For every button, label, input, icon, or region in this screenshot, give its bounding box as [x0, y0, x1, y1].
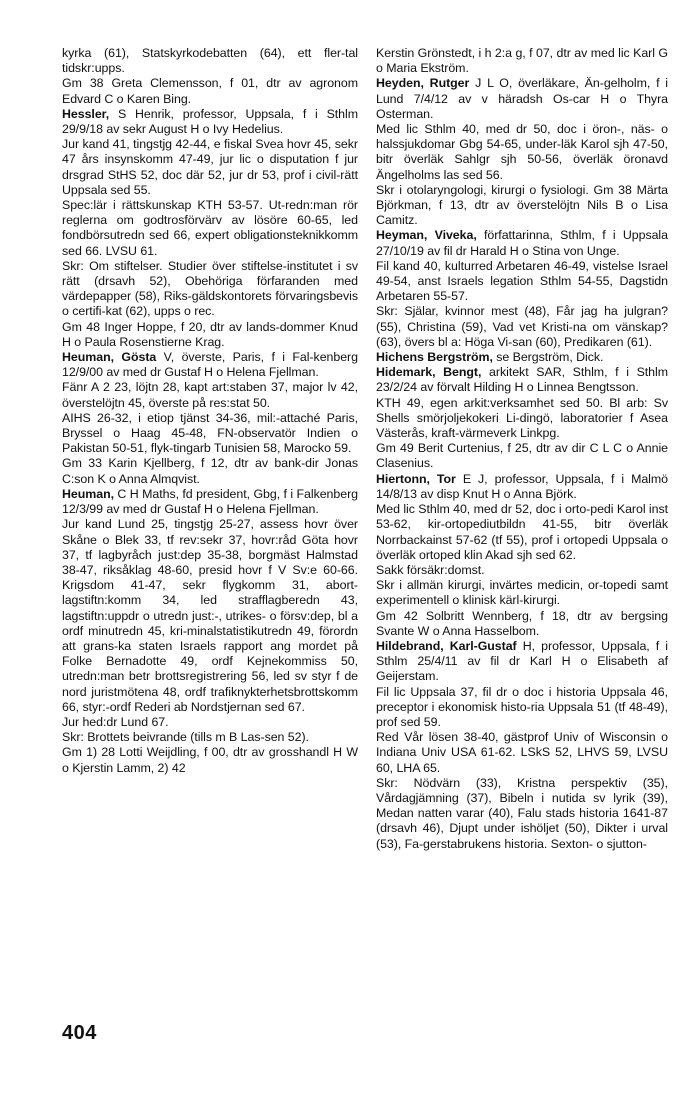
biography-paragraph: [376, 259, 668, 305]
biography-paragraph: [376, 776, 668, 852]
biography-paragraph: [62, 320, 358, 350]
biography-entry: [62, 350, 358, 380]
right-column: [376, 46, 668, 852]
entry-text: Med lic Sthlm 40, med dr 50, doc i öron-, näs- o halssjukdomar Gbg 54-65, under-läk Karol sjh 47-50, bitr överläk Sahlgr sjh 50-56, överläk öronavd Ängelholms las sed 56.: [376, 122, 668, 182]
entry-text: Jur hed:dr Lund 67.: [62, 714, 169, 729]
biography-paragraph: [376, 46, 668, 76]
biography-paragraph: [62, 517, 358, 715]
biography-entry: [376, 472, 668, 502]
biography-paragraph: [62, 76, 358, 106]
biography-paragraph: [376, 122, 668, 183]
biography-entry: [376, 228, 668, 258]
entry-text: S Henrik, professor, Uppsala, f i Sthlm 29/9/18 av sekr August H o Ivy Hedelius.: [62, 106, 358, 137]
biography-entry: [376, 350, 668, 365]
entry-headword: Heuman,: [62, 486, 114, 501]
biography-paragraph: [62, 456, 358, 486]
biography-paragraph: [62, 259, 358, 320]
biography-entry: [376, 639, 668, 685]
entry-text: se Bergström, Dick.: [492, 350, 604, 365]
entry-text: Kerstin Grönstedt, i h 2:a g, f 07, dtr av med lic Karl G o Maria Ekström.: [376, 46, 668, 76]
biography-paragraph: [62, 198, 358, 259]
entry-text: E J, professor, Uppsala, f i Malmö 14/8/13 av disp Knut H o Anna Björk.: [376, 471, 669, 501]
biography-paragraph: [62, 137, 358, 198]
entry-text: Skr: Nödvärn (33), Kristna perspektiv (35), Vårdagjämning (37), Bibeln i nutida sv lyrik (39), Medan natten varar (40), Falu stads historia 1641-87 (drsavh 46), Djupt under ishöljet (50), Dikter i urval (53), Fa-gerstabrukens historia. Sexton- o sjutton-: [376, 775, 668, 851]
biography-entry: [376, 365, 668, 395]
entry-headword: Heuman, Gösta: [62, 350, 157, 365]
entry-text: arkitekt SAR, Sthlm, f i Sthlm 23/2/24 av förvalt Hilding H o Linnea Bengtsson.: [376, 365, 668, 395]
entry-text: Gm 38 Greta Clemensson, f 01, dtr av agronom Edvard C o Karen Bing.: [62, 76, 358, 106]
entry-text: Fil kand 40, kulturred Arbetaren 46-49, vistelse Israel 49-54, anst Israels legation Sthlm 54-55, Dagstidn Arbetaren 55-57.: [376, 258, 668, 304]
biography-paragraph: [376, 730, 668, 776]
entry-text: Gm 42 Solbritt Wennberg, f 18, dtr av bergsing Svante W o Anna Hasselbom.: [376, 608, 668, 638]
entry-headword: Hichens Bergström,: [376, 350, 493, 365]
biography-paragraph: [62, 730, 358, 745]
entry-headword: Hidemark, Bengt,: [376, 365, 482, 380]
biography-entry: [62, 487, 358, 517]
biography-paragraph: [376, 563, 668, 578]
entry-text: Skr: Själar, kvinnor mest (48), Får jag ha julgran? (55), Christina (59), Vad vet Kristi-na om vänskap? (63), övers bl a: Höga Vi-san (60), Predikaren (61).: [376, 304, 668, 349]
entry-headword: Heyden, Rutger: [376, 76, 470, 91]
entry-text: V, överste, Paris, f i Fal-kenberg 12/9/00 av med dr Gustaf H o Helena Fjellman.: [62, 350, 358, 380]
entry-text: Spec:lär i rättskunskap KTH 53-57. Ut-redn:man rör reglerna om godtrosförvärv av lösöre 60-65, led fondbörsutredn sed 66, expert obligationsteknikkomm sed 66. LVSU 61.: [62, 198, 358, 258]
biography-paragraph: [376, 396, 668, 442]
left-column: [62, 46, 358, 776]
entry-text: Gm 48 Inger Hoppe, f 20, dtr av lands-dommer Knud H o Paula Rosenstierne Krag.: [62, 319, 358, 349]
entry-headword: Hessler,: [62, 106, 110, 121]
entry-headword: Hiertonn, Tor: [376, 471, 456, 486]
entry-text: C H Maths, fd president, Gbg, f i Falkenberg 12/3/99 av med dr Gustaf H o Helena Fjellman.: [62, 486, 358, 517]
biography-paragraph: [62, 715, 358, 730]
biography-paragraph: [62, 46, 358, 76]
entry-text: Skr i allmän kirurgi, invärtes medicin, or-topedi samt experimentell o klinisk kärl-kirurgi.: [376, 578, 668, 608]
entry-headword: Heyman, Viveka,: [376, 228, 477, 243]
biography-entry: [376, 76, 668, 122]
entry-text: Med lic Sthlm 40, med dr 52, doc i orto-pedi Karol inst 53-62, kir-ortopediutbildn 41-55, bitr överläk Norrbackainst 57-62 (tf 55), prof i ortopedi Uppsala o överläk ortoped klin Akad sjh sed 62.: [376, 502, 669, 562]
entry-text: H, professor, Uppsala, f i Sthlm 25/4/11 av fil dr Karl H o Elisabeth af Geijerstam.: [376, 638, 668, 684]
entry-headword: Hildebrand, Karl-Gustaf: [376, 638, 517, 653]
entry-text: Skr: Om stiftelser. Studier över stiftelse-institutet i sv rätt (drsavh 52), Obehöriga förfaranden med värdepapper (58), Riks-gäldskontorets förvaringsbevis o certifi-kat (62), upps o rec.: [62, 258, 358, 319]
entry-text: Gm 49 Berit Curtenius, f 25, dtr av dir C L C o Annie Clasenius.: [376, 441, 668, 471]
entry-text: Fänr A 2 23, löjtn 28, kapt art:staben 37, major lv 42, överstelöjtn 45, överste på res:stat 50.: [62, 380, 358, 410]
entry-text: AIHS 26-32, i etiop tjänst 34-36, mil:-attaché Paris, Bryssel o Haag 45-48, FN-observatör Indien o Pakistan 50-51, flyk-tingarb Tunisien 58, Marocko 59.: [62, 410, 358, 456]
entry-text: Sakk försäkr:domst.: [376, 562, 485, 577]
entry-text: författarinna, Sthlm, f i Uppsala 27/10/19 av fil dr Harald H o Stina von Unge.: [376, 228, 668, 258]
biography-paragraph: [62, 745, 358, 775]
biography-paragraph: [376, 578, 668, 608]
biography-paragraph: [376, 183, 668, 229]
entry-text: Fil lic Uppsala 37, fil dr o doc i historia Uppsala 46, preceptor i ekonomisk histo-ria Uppsala 51 (tf 48-49), prof sed 59.: [376, 684, 668, 729]
entry-text: Skr: Brottets beivrande (tills m B Las-sen 52).: [62, 730, 309, 745]
entry-text: KTH 49, egen arkit:verksamhet sed 50. Bl arb: Sv Shells smörjoljekokeri Li-dingö, laboratorier f Asea Västerås, kraft-värmeverk Linkpg.: [376, 395, 668, 441]
biography-paragraph: [62, 380, 358, 410]
entry-text: kyrka (61), Statskyrkodebatten (64), ett fler-tal tidskr:upps.: [62, 46, 358, 76]
biography-paragraph: [376, 685, 668, 731]
biography-paragraph: [376, 441, 668, 471]
entry-text: Skr i otolaryngologi, kirurgi o fysiologi. Gm 38 Märta Björkman, f 13, dtr av överstelöjtn Nils B o Lisa Camitz.: [376, 182, 668, 228]
entry-text: Jur kand 41, tingstjg 42-44, e fiskal Svea hovr 45, sekr 47 års insynskomm 47-49, jur lic o disputation f jur drsgrad StHS 52, doc där 52, jur dr 53, prof i civil-rätt Uppsala sed 55.: [62, 137, 358, 197]
biography-paragraph: [376, 502, 668, 563]
entry-text: Gm 33 Karin Kjellberg, f 12, dtr av bank-dir Jonas C:son K o Anna Almqvist.: [62, 456, 358, 486]
biography-paragraph: [62, 411, 358, 457]
entry-text: Jur kand Lund 25, tingstjg 25-27, assess hovr över Skåne o Blek 33, tf rev:sekr 37, hovr:råd Göta hovr 37, tf lagbyråch just:dep 35-38, borgmäst Halmstad 38-47, riksåklag 48-60, presid hovr f V Sv:e 60-66. Krigsdom 41-47, sekr flygkomm 31, abort-lagstiftn:komm 34, led strafflagberedn 43, lagstiftn:uppdr o utredn just:-, utrikes- o försv:dep, bl a ordf minutredn 45, kri-minalstatistikutredn 49, förordn att grans-ka staten Israels rapport ang mordet på Folke Bernadotte 49, ordf Kejnekommiss 50, utredn:man betr brottsregistrering 56, led sv styr f de nord juristmötena 48, ordf trafiknykterhetsbrottskomm 66, styr:-ordf Rederi ab Nordstjernan sed 67.: [62, 517, 358, 714]
entry-text: J L O, överläkare, Än-gelholm, f i Lund 7/4/12 av v häradsh Os-car H o Thyra Osterman.: [376, 76, 668, 121]
entry-text: Gm 1) 28 Lotti Weijdling, f 00, dtr av grosshandl H W o Kjerstin Lamm, 2) 42: [62, 745, 358, 775]
biography-entry: [62, 107, 358, 137]
page-number: 404: [62, 1022, 97, 1044]
biography-paragraph: [376, 609, 668, 639]
biography-paragraph: [376, 304, 668, 350]
entry-text: Red Vår lösen 38-40, gästprof Univ of Wisconsin o Indiana Univ USA 61-62. LSkS 52, LHVS 59, LVSU 60, LHA 65.: [376, 730, 668, 775]
